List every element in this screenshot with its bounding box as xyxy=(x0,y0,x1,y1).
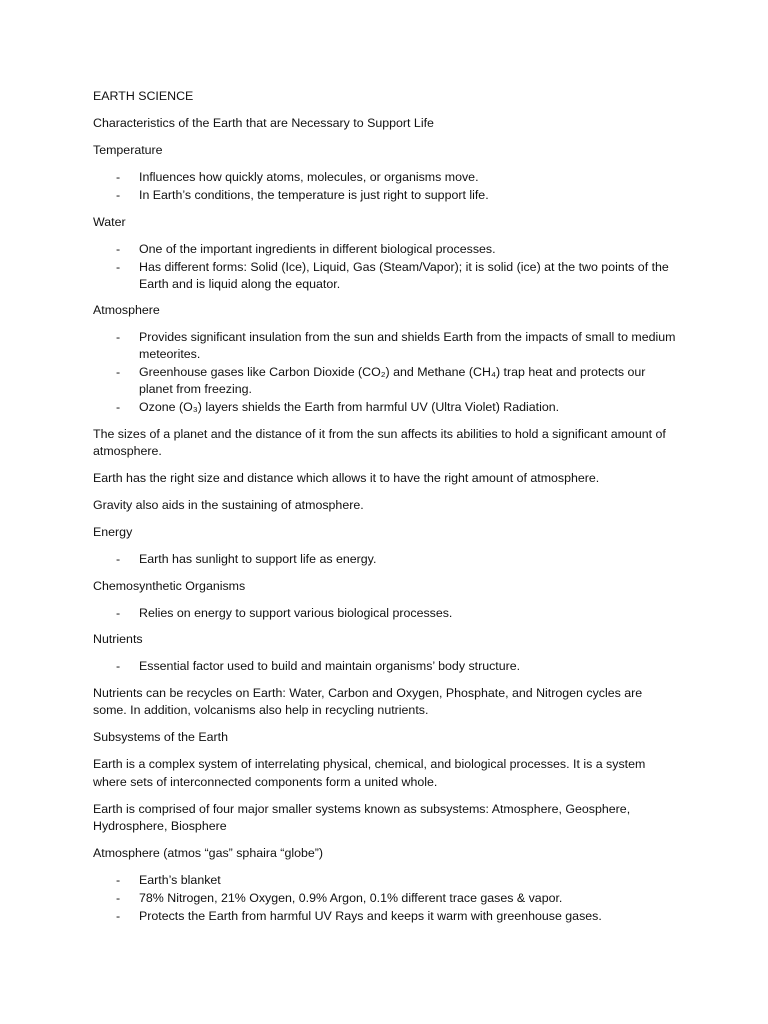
water-list xyxy=(93,241,678,293)
paragraph-four-systems: Earth is comprised of four major smaller systems known as subsystems: Atmosphere, Geosphere, Hydrosphere, Biosphere xyxy=(93,801,631,833)
list-item xyxy=(93,329,678,363)
dash-bullet: - xyxy=(116,330,121,344)
dash-bullet: - xyxy=(116,365,121,379)
list-item-text: One of the important ingredients in different biological processes. xyxy=(139,241,496,256)
list-item xyxy=(93,364,678,398)
heading-chemosynthetic: Chemosynthetic Organisms xyxy=(93,578,246,593)
list-item-text: In Earth’s conditions, the temperature is just right to support life. xyxy=(139,188,489,202)
energy-list xyxy=(93,551,678,568)
dash-bullet: - xyxy=(116,188,121,202)
list-item xyxy=(93,605,678,622)
list-item-text: Provides significant insulation from the sun and shields Earth from the impacts of small to medium meteorites. xyxy=(139,330,676,361)
dash-bullet: - xyxy=(116,873,121,887)
document-title: EARTH SCIENCE xyxy=(93,89,194,103)
heading-atmosphere: Atmosphere xyxy=(93,303,160,317)
list-item-text: Ozone (O₃) layers shields the Earth from harmful UV (Ultra Violet) Radiation. xyxy=(139,400,560,414)
heading-energy: Energy xyxy=(93,525,133,539)
dash-bullet: - xyxy=(116,241,121,256)
list-item xyxy=(93,658,678,675)
list-item-text: Has different forms: Solid (Ice), Liquid, Gas (Steam/Vapor); it is solid (ice) at the two points of the Earth and is liquid along the equator. xyxy=(139,259,669,291)
paragraph-complex-system: Earth is a complex system of interrelating physical, chemical, and biological processes. It is a system where sets of interconnected components form a united whole. xyxy=(93,757,646,789)
atmosphere-definition-list xyxy=(93,872,678,925)
list-item xyxy=(93,187,678,204)
dash-bullet: - xyxy=(116,659,121,673)
list-item xyxy=(93,399,678,416)
list-item xyxy=(93,872,678,889)
list-item-text: Earth’s blanket xyxy=(139,873,221,887)
list-item-text: Earth has sunlight to support life as energy. xyxy=(139,552,377,566)
heading-subsystems: Subsystems of the Earth xyxy=(93,730,228,744)
paragraph-nutrients-recycle: Nutrients can be recycles on Earth: Water, Carbon and Oxygen, Phosphate, and Nitrogen cycles are some. In addition, volcanisms also help in recycling nutrients. xyxy=(93,685,643,717)
heading-nutrients: Nutrients xyxy=(93,632,143,646)
list-item xyxy=(93,551,678,568)
dash-bullet: - xyxy=(116,909,121,923)
heading-temperature: Temperature xyxy=(93,143,163,157)
document-subtitle: Characteristics of the Earth that are Necessary to Support Life xyxy=(93,116,434,130)
paragraph-planet-size: The sizes of a planet and the distance of it from the sun affects its abilities to hold a significant amount of atmosphere. xyxy=(93,426,666,458)
heading-atmosphere-definition: Atmosphere (atmos “gas” sphaira “globe”) xyxy=(93,846,324,860)
list-item-text: Essential factor used to build and maintain organisms’ body structure. xyxy=(139,659,521,673)
list-item xyxy=(93,241,678,258)
list-item-text: Greenhouse gases like Carbon Dioxide (CO₂) and Methane (CH₄) trap heat and protects our planet from freezing. xyxy=(139,365,646,396)
list-item xyxy=(93,890,678,907)
atmosphere-list xyxy=(93,329,678,416)
chemosynthetic-list xyxy=(93,605,678,622)
temperature-list xyxy=(93,169,678,204)
document-body xyxy=(93,88,678,935)
list-item-text: Relies on energy to support various biological processes. xyxy=(139,605,453,620)
nutrients-list xyxy=(93,658,678,675)
list-item xyxy=(93,908,678,925)
dash-bullet: - xyxy=(116,400,121,414)
list-item-text: 78% Nitrogen, 21% Oxygen, 0.9% Argon, 0.1% different trace gases & vapor. xyxy=(139,891,563,905)
dash-bullet: - xyxy=(116,170,121,184)
list-item xyxy=(93,259,678,293)
paragraph-earth-size: Earth has the right size and distance which allows it to have the right amount of atmosphere. xyxy=(93,471,600,485)
dash-bullet: - xyxy=(116,552,121,566)
paragraph-gravity: Gravity also aids in the sustaining of atmosphere. xyxy=(93,498,364,512)
dash-bullet: - xyxy=(116,891,121,905)
dash-bullet: - xyxy=(116,259,121,274)
heading-water: Water xyxy=(93,214,126,229)
dash-bullet: - xyxy=(116,605,121,620)
list-item xyxy=(93,169,678,186)
list-item-text: Protects the Earth from harmful UV Rays and keeps it warm with greenhouse gases. xyxy=(139,909,602,923)
list-item-text: Influences how quickly atoms, molecules, or organisms move. xyxy=(139,170,479,184)
